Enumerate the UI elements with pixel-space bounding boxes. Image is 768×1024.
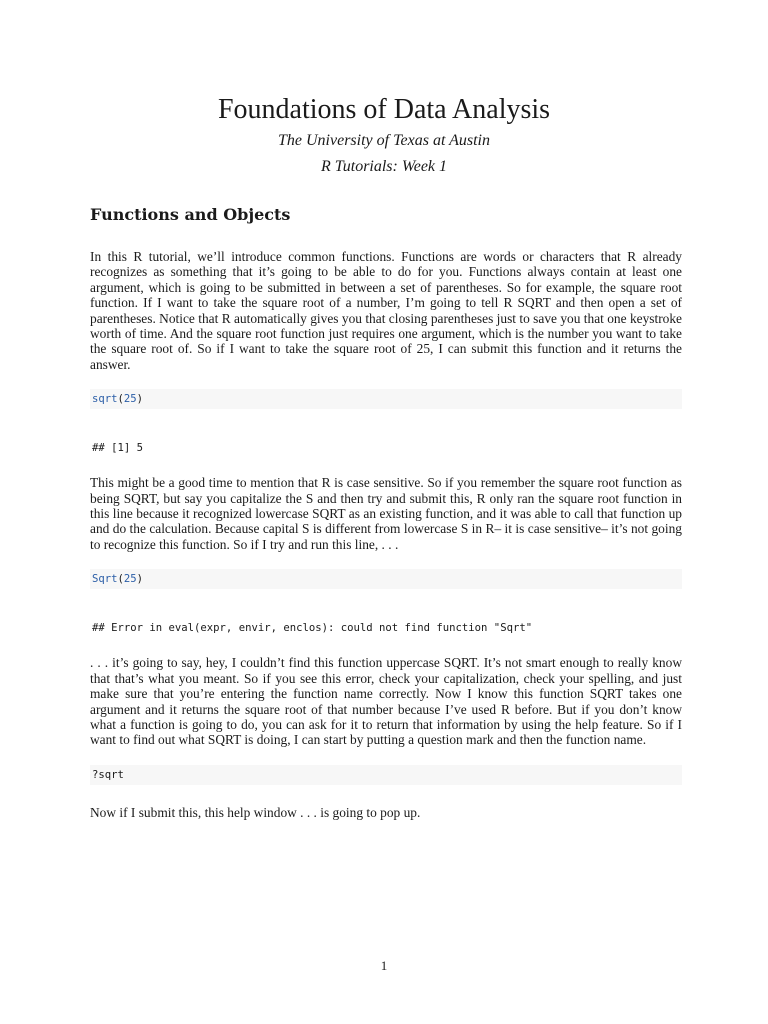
code-open-paren: (	[117, 573, 124, 586]
code-block-help: ?sqrt	[90, 765, 682, 785]
code-open-paren: (	[117, 393, 124, 406]
page-number: 1	[380, 958, 388, 973]
code-argument: 25	[123, 573, 137, 586]
code-block-Sqrt	[90, 569, 682, 589]
paragraph-help-feature: . . . it’s going to say, hey, I couldn’t find this function uppercase SQRT. It’s not smart enough to really know that that’s what you meant. So if you see this error, check your capitalization, check your spelling, and just make sure that you’re entering the function name correctly. Now I know this function SQRT takes one argument and it returns the square root of that number because I’ve used R before. But if you don’t know what a function is going to do, you can ask for it to return that information by using the help feature. So if I want to find out what SQRT is doing, I can start by putting a question mark and then the function name.	[90, 655, 682, 748]
code-function-name: sqrt	[92, 393, 118, 406]
title-block	[0, 92, 768, 180]
institution-subtitle: The University of Texas at Austin	[278, 132, 490, 149]
code-block-sqrt	[90, 389, 682, 409]
code-argument: 25	[123, 393, 137, 406]
week-subtitle: R Tutorials: Week 1	[320, 158, 448, 175]
code-close-paren: )	[136, 573, 144, 586]
paragraph-intro: In this R tutorial, we’ll introduce common functions. Functions are words or characters that R already recognizes as something that it’s going to be able to do for you. Functions always contain at least one argument, which is going to be submitted in between a set of parentheses. So for example, the square root function. If I want to take the square root of a number, I’m going to tell R SQRT and then open a set of parentheses. Notice that R automatically gives you that closing parentheses just to save you that one keystroke worth of time. And the square root function just requires one argument, which is the number you want to take the square root of. So if I want to take the square root of 25, I can submit this function and it returns the answer.	[90, 249, 682, 372]
paragraph-case-sensitive: This might be a good time to mention that R is case sensitive. So if you remember the square root function as being SQRT, but say you capitalize the S and then try and submit this, R only ran the square root function in this line because it recognized lowercase SQRT as an existing function, and it was able to call that function up and do the calculation. Because capital S is different from lowercase S in R– it is case sensitive– it’s not going to recognize this function. So if I try and run this line, . . .	[90, 475, 682, 552]
document-title: Foundations of Data Analysis	[217, 94, 551, 125]
code-output-sqrt: ## [1] 5	[92, 442, 144, 455]
code-close-paren: )	[136, 393, 144, 406]
document-body	[90, 203, 682, 837]
code-function-name: Sqrt	[92, 573, 118, 586]
paragraph-help-window: Now if I submit this, this help window . . . is going to pop up.	[90, 804, 421, 820]
code-output-error: ## Error in eval(expr, envir, enclos): could not find function "Sqrt"	[92, 622, 533, 635]
section-heading: Functions and Objects	[90, 205, 291, 224]
